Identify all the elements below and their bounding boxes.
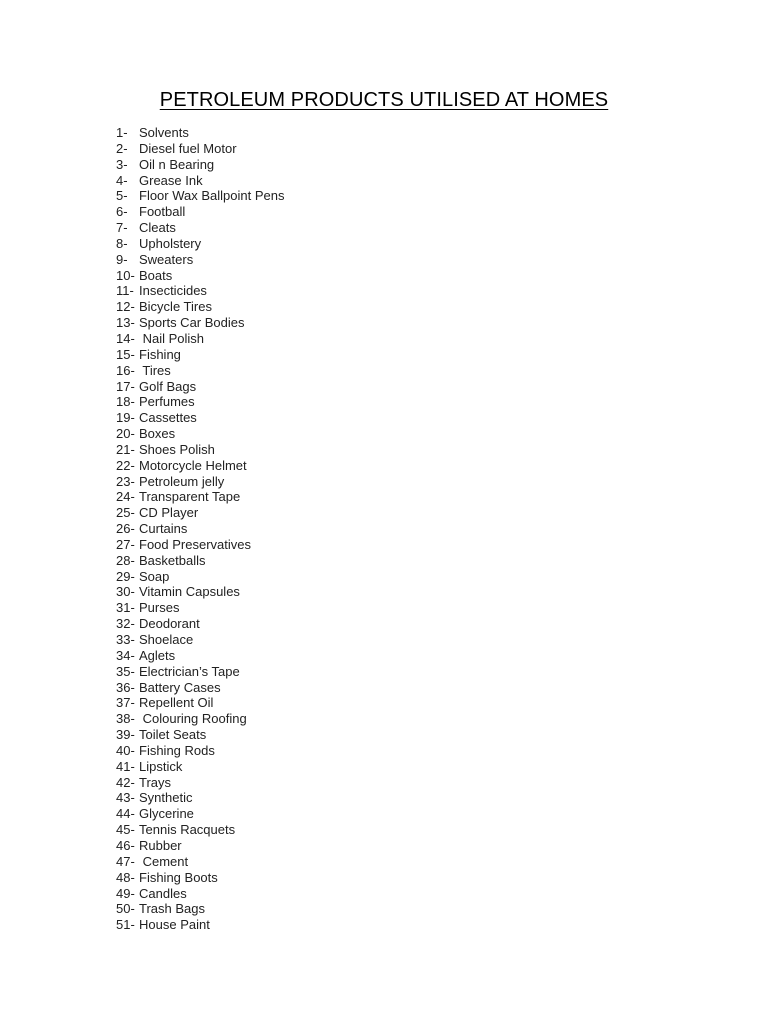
list-item [116, 268, 284, 284]
list-item-number: 28- [116, 552, 135, 568]
list-item-label: Insecticides [139, 283, 207, 299]
list-item-number: 35- [116, 663, 135, 679]
list-item-number: 24- [116, 489, 135, 505]
list-item-label: Bicycle Tires [139, 299, 212, 315]
list-item-label: Sweaters [139, 251, 194, 267]
list-item-number: 42- [116, 774, 135, 790]
list-item-label: Battery Cases [139, 679, 221, 695]
list-item [116, 458, 284, 474]
list-item [116, 680, 284, 696]
list-item-label: Trash Bags [139, 901, 205, 917]
list-item [116, 790, 284, 806]
list-item-label: Petroleum jelly [139, 473, 225, 489]
list-item-number: 2- [116, 140, 128, 156]
list-item-number: 26- [116, 521, 135, 537]
list-item [116, 220, 284, 236]
list-item-number: 10- [116, 267, 135, 283]
list-item-label: Aglets [139, 647, 176, 663]
list-item-number: 27- [116, 536, 135, 552]
list-item [116, 505, 284, 521]
list-item [116, 616, 284, 632]
list-item [116, 157, 284, 173]
list-item-label: House Paint [139, 917, 210, 933]
list-item [116, 775, 284, 791]
list-item-number: 12- [116, 299, 135, 315]
list-item-number: 34- [116, 647, 135, 663]
list-item [116, 727, 284, 743]
products-list [116, 125, 284, 933]
list-item-number: 20- [116, 426, 135, 442]
list-item-number: 37- [116, 695, 135, 711]
list-item-label: Nail Polish [139, 330, 205, 346]
list-item-number: 47- [116, 853, 135, 869]
list-item-label: Golf Bags [139, 378, 197, 394]
list-item-number: 29- [116, 568, 135, 584]
list-item-label: Repellent Oil [139, 695, 214, 711]
list-item-label: Tennis Racquets [139, 822, 236, 838]
list-item [116, 870, 284, 886]
list-item-label: Solvents [139, 125, 189, 140]
list-item-number: 48- [116, 869, 135, 885]
list-item [116, 125, 284, 141]
list-item [116, 806, 284, 822]
list-item-label: Fishing Boots [139, 869, 218, 885]
list-item [116, 204, 284, 220]
list-item-number: 14- [116, 330, 135, 346]
list-item [116, 379, 284, 395]
list-item-number: 25- [116, 505, 135, 521]
list-item-label: Curtains [139, 521, 188, 537]
list-item-number: 43- [116, 790, 135, 806]
list-item [116, 648, 284, 664]
list-item-label: Diesel fuel Motor [139, 140, 237, 156]
list-item-label: Food Preservatives [139, 536, 251, 552]
list-item-label: Shoelace [139, 632, 194, 647]
list-item [116, 283, 284, 299]
list-item [116, 917, 284, 933]
list-item-number: 44- [116, 806, 135, 822]
list-item [116, 347, 284, 363]
list-item-label: Transparent Tape [139, 489, 241, 505]
list-item-number: 30- [116, 584, 135, 600]
list-item-number: 41- [116, 758, 135, 774]
list-item-label: Upholstery [139, 235, 202, 251]
list-item-label: Shoes Polish [139, 441, 215, 457]
list-item-label: Motorcycle Helmet [139, 457, 247, 473]
list-item [116, 759, 284, 775]
list-item-number: 32- [116, 616, 135, 632]
list-item [116, 838, 284, 854]
list-item-label: Fishing Rods [139, 742, 215, 758]
list-item-number: 22- [116, 457, 135, 473]
list-item-number: 17- [116, 378, 135, 394]
list-item [116, 537, 284, 553]
list-item-label: Fishing [139, 346, 181, 362]
list-item [116, 331, 284, 347]
list-item-number: 1- [116, 125, 128, 140]
list-item-number: 40- [116, 742, 135, 758]
list-item-label: Boats [139, 267, 173, 283]
list-item-label: Perfumes [139, 394, 195, 410]
list-item-number: 45- [116, 822, 135, 838]
list-item [116, 521, 284, 537]
list-item [116, 664, 284, 680]
list-item-label: Trays [139, 774, 172, 790]
list-item [116, 236, 284, 252]
list-item-number: 8- [116, 235, 128, 251]
list-item [116, 315, 284, 331]
list-item-label: Sports Car Bodies [139, 315, 245, 331]
list-item-label: Boxes [139, 426, 176, 442]
list-item [116, 141, 284, 157]
list-item [116, 711, 284, 727]
list-item-label: CD Player [139, 505, 199, 521]
list-item-number: 16- [116, 362, 135, 378]
list-item-number: 5- [116, 188, 128, 204]
list-item-number: 7- [116, 220, 128, 236]
list-item [116, 252, 284, 268]
list-item-label: Lipstick [139, 758, 183, 774]
list-item-label: Cement [139, 853, 189, 869]
list-item [116, 426, 284, 442]
list-item-label: Colouring Roofing [139, 711, 247, 727]
list-item-label: Cleats [139, 220, 176, 236]
list-item [116, 474, 284, 490]
list-item [116, 299, 284, 315]
list-item-label: Vitamin Capsules [139, 584, 240, 600]
list-item-label: Football [139, 204, 186, 220]
list-item [116, 632, 284, 648]
list-item-number: 19- [116, 410, 135, 426]
list-item-number: 51- [116, 917, 135, 933]
list-item-label: Electrician’s Tape [139, 663, 240, 679]
list-item-label: Synthetic [139, 790, 193, 806]
list-item-label: Cassettes [139, 410, 197, 426]
list-item [116, 489, 284, 505]
list-item-number: 46- [116, 837, 135, 853]
list-item-label: Tires [139, 362, 171, 378]
list-item-number: 4- [116, 172, 128, 188]
list-item-number: 36- [116, 679, 135, 695]
list-item [116, 173, 284, 189]
list-item-label: Soap [139, 568, 170, 584]
list-item-number: 49- [116, 885, 135, 901]
list-item-number: 23- [116, 473, 135, 489]
list-item-number: 39- [116, 727, 135, 743]
list-item-number: 18- [116, 394, 135, 410]
list-item-number: 11- [116, 283, 134, 299]
list-item-number: 15- [116, 346, 135, 362]
list-item-label: Candles [139, 885, 187, 901]
list-item [116, 584, 284, 600]
list-item-label: Basketballs [139, 552, 206, 568]
page-title [0, 86, 768, 114]
list-item [116, 363, 284, 379]
list-item-label: Rubber [139, 837, 182, 853]
list-item [116, 442, 284, 458]
list-item-number: 33- [116, 632, 135, 647]
list-item [116, 886, 284, 902]
list-item-number: 38- [116, 711, 135, 727]
list-item-number: 13- [116, 315, 135, 331]
list-item [116, 901, 284, 917]
list-item [116, 854, 284, 870]
page-title-text: PETROLEUM PRODUCTS UTILISED AT HOMES [159, 89, 609, 111]
list-item [116, 188, 284, 204]
list-item-label: Glycerine [139, 806, 194, 822]
list-item-label: Oil n Bearing [139, 156, 215, 172]
list-item-number: 31- [116, 600, 135, 616]
list-item-number: 50- [116, 901, 135, 917]
list-item [116, 600, 284, 616]
list-item [116, 743, 284, 759]
list-item-label: Toilet Seats [139, 727, 207, 743]
list-item-number: 6- [116, 204, 128, 220]
list-item-label: Floor Wax Ballpoint Pens [139, 188, 285, 204]
list-item-number: 3- [116, 156, 128, 172]
list-item-number: 9- [116, 251, 128, 267]
list-item-label: Grease Ink [139, 172, 203, 188]
list-item [116, 394, 284, 410]
list-item [116, 553, 284, 569]
list-item [116, 695, 284, 711]
list-item-label: Purses [139, 600, 180, 616]
list-item [116, 822, 284, 838]
list-item [116, 569, 284, 585]
list-item-number: 21- [116, 441, 135, 457]
list-item [116, 410, 284, 426]
list-item-label: Deodorant [139, 616, 200, 632]
